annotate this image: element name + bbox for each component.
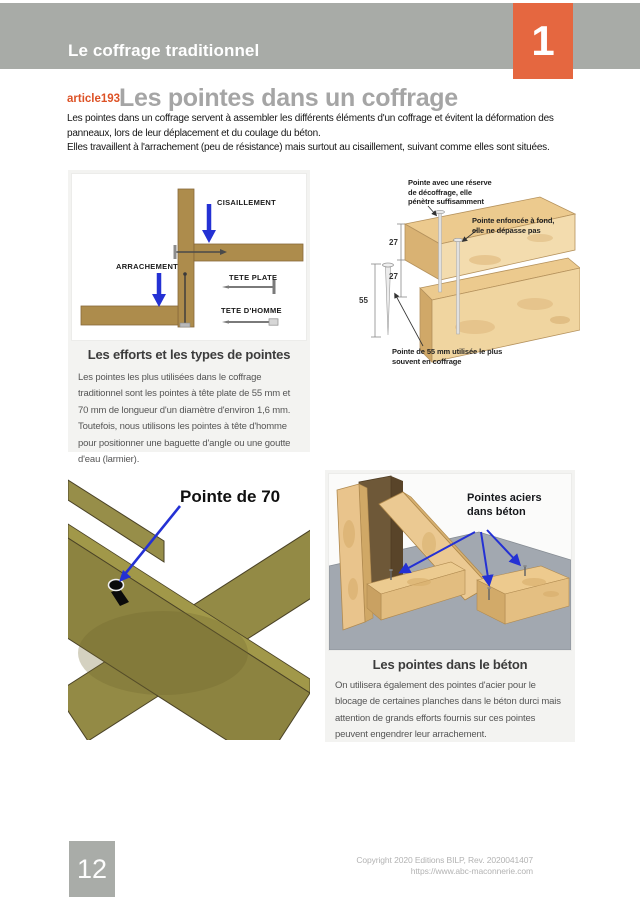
- efforts-caption-body: Les pointes les plus utilisées dans le coffrage traditionnel sont les pointes à tête plate de 55 mm et 70 mm de longueur d'un diamètre d'environ 1,6 mm. Toutefois, nous utilisons les pointes à tête d'homme pour positionner une baguette d'angle ou une goutte d'eau (larmier).: [78, 372, 291, 466]
- figure-efforts-image: [71, 173, 307, 341]
- dim-27-bottom: 27: [389, 272, 398, 281]
- figure-beton-card: [325, 470, 575, 742]
- nails3d-caption: Pointe de 55 mm utilisée le plus souvent en coffrage: [392, 347, 503, 366]
- pointe70-label: Pointe de 70: [180, 487, 281, 506]
- tete-homme-label: TETE D'HOMME: [221, 306, 282, 315]
- efforts-caption-title: Les efforts et les types de pointes: [87, 347, 291, 362]
- chapter-number-box: [513, 3, 573, 79]
- beton-annotation: Pointes aciers dans béton: [467, 492, 542, 518]
- nail-vertical-head: [180, 323, 190, 327]
- tete-plate-label: TETE PLATE: [229, 273, 278, 282]
- intro-paragraph-2: Elles travaillent à l'arrachement (peu de résistance) mais surtout au cisaillement, suivant comme elles sont situées.: [67, 142, 550, 154]
- copyright: [233, 855, 533, 877]
- page-number: 12: [76, 853, 108, 884]
- chapter-number: 1: [531, 17, 555, 64]
- pointe70-illustration: [68, 478, 310, 740]
- annotation-arrow: [395, 294, 423, 346]
- figure-beton-image: [328, 473, 572, 651]
- page-title: Les pointes dans un coffrage: [119, 84, 458, 112]
- figure-nails3d: [335, 172, 580, 367]
- arrachement-label: ARRACHEMENT: [116, 262, 179, 271]
- annotation-arrow: [428, 206, 436, 215]
- vertical-plank: [178, 189, 194, 327]
- page-number-box: [69, 841, 115, 897]
- figure-efforts-card: [68, 170, 310, 466]
- intro-paragraphs: [67, 112, 583, 156]
- beton-caption-body: On utilisera également des pointes d'acier pour le blocage de certaines planches dans le béton durci mais attention de grands efforts fournis sur ces pointes peuvent engendrer leur arrachement.: [335, 680, 561, 741]
- copyright-line-2: https://www.abc-maconnerie.com: [410, 866, 533, 876]
- figure-pointe70: [68, 478, 310, 740]
- copyright-line-1: Copyright 2020 Editions BILP, Rev. 2020041407: [356, 855, 533, 865]
- dim-55: 55: [359, 296, 368, 305]
- lower-horizontal-plank: [81, 306, 178, 325]
- chapter-title: Le coffrage traditionnel: [68, 41, 260, 60]
- cisaillement-label: CISAILLEMENT: [217, 198, 277, 207]
- annotation-flush: Pointe enfoncée à fond, elle ne dépasse pas: [472, 216, 555, 235]
- beton-caption-title: Les pointes dans le béton: [372, 657, 528, 672]
- dim-27-top: 27: [389, 238, 398, 247]
- article-id-label: article193: [67, 93, 121, 105]
- annotation-reserve: Pointe avec une réserve de décoffrage, elle pénètre suffisamment: [408, 178, 492, 206]
- intro-paragraph-1: Les pointes dans un coffrage servent à assembler les différents éléments d'un coffrage et évitent la déformation des panneaux, lors de leur déplacement et du coulage du béton.: [67, 113, 554, 139]
